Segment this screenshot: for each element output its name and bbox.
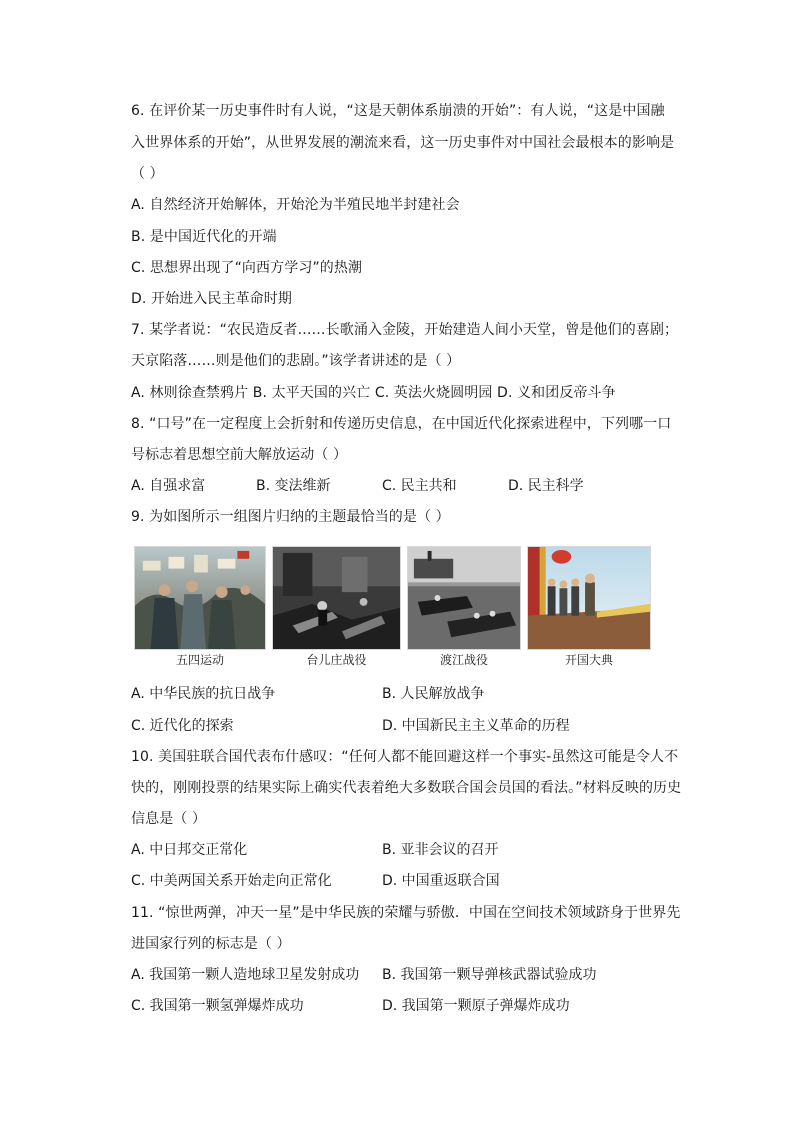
q8-stem-line2: 号标志着思想空前大解放运动（ ）	[131, 447, 348, 463]
q6-option-b: B. 是中国近代化的开端	[131, 229, 277, 245]
caption-founding-ceremony: 开国大典	[564, 653, 613, 667]
q11-stem-line1: 11. “惊世两弹，冲天一星”是中华民族的荣耀与骄傲．中国在空间技术领域跻身于世界先	[131, 905, 681, 921]
q9-stem: 9. 为如图所示一组图片归纳的主题最恰当的是（ ）	[131, 509, 450, 525]
q10-option-b: B. 亚非会议的召开	[382, 842, 499, 858]
q10-stem-line2: 快的，刚刚投票的结果实际上确实代表着绝大多数联合国会员国的看法。”材料反映的历史	[131, 780, 682, 796]
q11-option-a: A. 我国第一颗人造地球卫星发射成功	[131, 967, 360, 983]
caption-may-fourth: 五四运动	[175, 653, 224, 667]
q6-option-a: A. 自然经济开始解体，开始沦为半殖民地半封建社会	[131, 197, 460, 213]
q9-option-b: B. 人民解放战争	[382, 686, 485, 702]
q11-option-c: C. 我国第一颗氢弹爆炸成功	[131, 998, 304, 1014]
caption-taierzhuang: 台儿庄战役	[306, 653, 367, 667]
q8-option-c: C. 民主共和	[382, 478, 457, 494]
q10-option-c: C. 中美两国关系开始走向正常化	[131, 873, 332, 889]
q8-option-d: D. 民主科学	[508, 478, 584, 494]
q8-stem-line1: 8. “口号”在一定程度上会折射和传递历史信息，在中国近代化探索进程中，下列哪一口	[131, 416, 672, 432]
q7-stem-line1: 7. 某学者说：“农民造反者……长歌涌入金陵，开始建造人间小天堂，曾是他们的喜剧；	[131, 322, 679, 338]
q6-stem-line2: 入世界体系的开始”，从世界发展的潮流来看，这一历史事件对中国社会最根本的影响是	[131, 135, 675, 151]
q10-option-d: D. 中国重返联合国	[382, 873, 500, 889]
q9-option-d: D. 中国新民主主义革命的历程	[382, 718, 570, 734]
founding-ceremony-painting-icon	[527, 546, 651, 650]
q8-option-b: B. 变法维新	[256, 478, 331, 494]
caption-yangtze-crossing: 渡江战役	[439, 653, 488, 667]
q9-option-c: C. 近代化的探索	[131, 718, 234, 734]
q11-option-b: B. 我国第一颗导弹核武器试验成功	[382, 967, 597, 983]
q10-option-a: A. 中日邦交正常化	[131, 842, 248, 858]
q6-answer-blank: （ ）	[131, 166, 164, 182]
q8-option-a: A. 自强求富	[131, 478, 206, 494]
may-fourth-movement-photo-icon	[134, 546, 266, 650]
q11-stem-line2: 进国家行列的标志是（ ）	[131, 936, 291, 952]
q11-option-d: D. 我国第一颗原子弹爆炸成功	[382, 998, 570, 1014]
q6-stem-line1: 6. 在评价某一历史事件时有人说，“这是天朝体系崩溃的开始”：有人说，“这是中国融	[131, 103, 665, 119]
q6-option-c: C. 思想界出现了“向西方学习”的热潮	[131, 260, 363, 276]
taierzhuang-battle-photo-icon	[272, 546, 401, 650]
q10-stem-line3: 信息是（ ）	[131, 811, 207, 827]
q7-stem-line2: 天京陷落……则是他们的悲剧。”该学者讲述的是（ ）	[131, 353, 461, 369]
q10-stem-line1: 10. 美国驻联合国代表布什感叹：“任何人都不能回避这样一个事实-虽然这可能是令人不	[131, 749, 679, 765]
yangtze-crossing-photo-icon	[407, 546, 521, 650]
q9-option-a: A. 中华民族的抗日战争	[131, 686, 276, 702]
q6-option-d: D. 开始进入民主革命时期	[131, 291, 292, 307]
q7-options: A. 林则徐查禁鸦片 B. 太平天国的兴亡 C. 英法火烧圆明园 D. 义和团反帝斗争	[131, 385, 616, 401]
